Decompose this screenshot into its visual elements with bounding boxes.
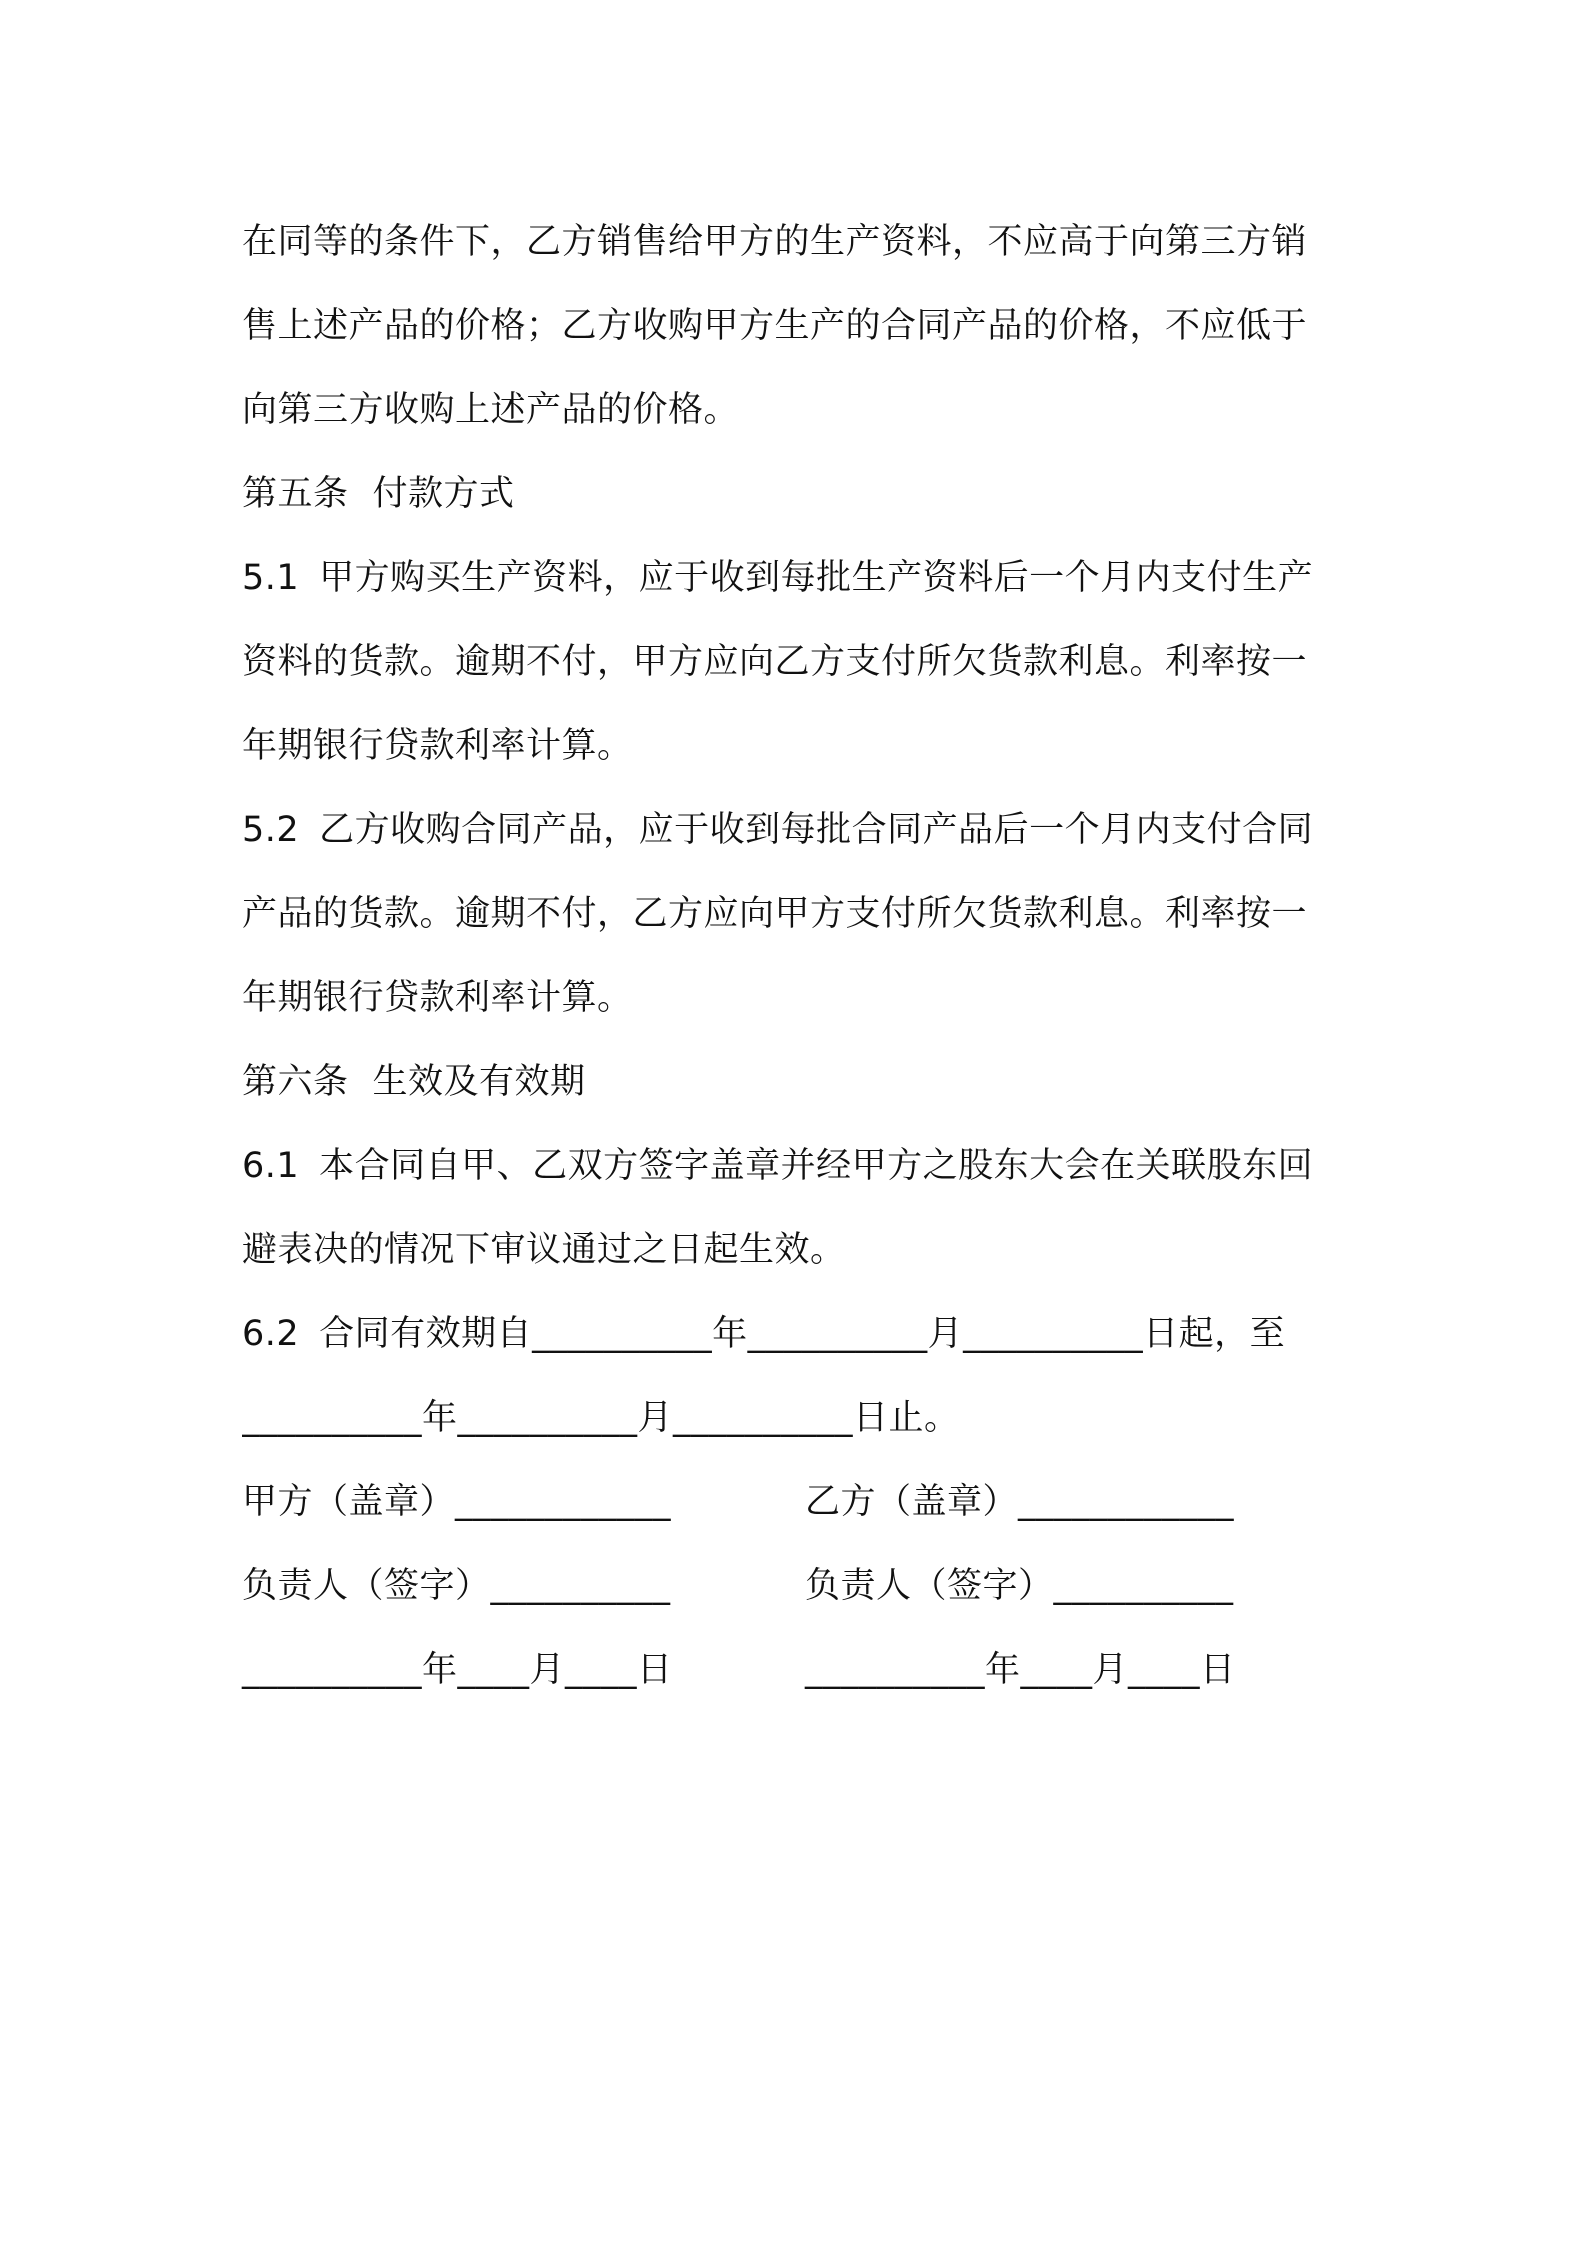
clause-5-2-text-1: 乙方收购合同产品，应于收到每批合同产品后一个月内支付合同 [319,810,1314,850]
party-a-seal-field: 甲方（盖章）____________ [242,1482,672,1522]
clause-6-1-number: 6.1 [242,1146,300,1186]
clause-6-2-line-2: __________年__________月__________日止。 [242,1398,960,1438]
clause-5-1-text-1: 甲方购买生产资料，应于收到每批生产资料后一个月内支付生产 [319,558,1314,598]
article-5-heading [242,452,1362,536]
clause-6-1-line-2: 避表决的情况下审议通过之日起生效。 [242,1230,846,1270]
price-clause-line-2: 售上述产品的价格；乙方收购甲方生产的合同产品的价格，不应低于 [242,306,1308,346]
article-6-label: 第六条 [242,1062,349,1102]
article-5-title: 付款方式 [372,474,515,514]
seal-row [242,1460,1362,1544]
clause-6-2-line-1 [242,1292,1362,1376]
clause-6-2-number: 6.2 [242,1314,300,1354]
price-clause-line-3: 向第三方收购上述产品的价格。 [242,390,740,430]
clause-5-2-line-3: 年期银行贷款利率计算。 [242,978,633,1018]
party-a-signer-field: 负责人（签字）__________ [242,1566,671,1606]
article-5-label: 第五条 [242,474,349,514]
price-clause-line-1: 在同等的条件下，乙方销售给甲方的生产资料，不应高于向第三方销 [242,222,1308,262]
party-b-signer-field: 负责人（签字）__________ [805,1566,1234,1606]
article-6-title: 生效及有效期 [372,1062,586,1102]
clause-5-2-number: 5.2 [242,810,300,850]
clause-5-1-line-3: 年期银行贷款利率计算。 [242,726,633,766]
clause-5-1-line-2: 资料的货款。逾期不付，甲方应向乙方支付所欠货款利息。利率按一 [242,642,1308,682]
article-6-heading [242,1040,1362,1124]
signer-row [242,1544,1362,1628]
party-b-date-field: __________年____月____日 [805,1650,1236,1690]
date-row [242,1628,1362,1712]
clause-5-2-line-1 [242,788,1362,872]
clause-6-2-text-1: 合同有效期自__________年__________月__________日起，至 [319,1314,1286,1354]
clause-6-1-line-1 [242,1124,1362,1208]
party-b-seal-field: 乙方（盖章）____________ [805,1482,1235,1522]
clause-5-1-line-1 [242,536,1362,620]
party-a-date-field: __________年____月____日 [242,1650,673,1690]
clause-5-1-number: 5.1 [242,558,300,598]
contract-body [242,200,1362,1712]
clause-6-1-text-1: 本合同自甲、乙双方签字盖章并经甲方之股东大会在关联股东回 [319,1146,1314,1186]
clause-5-2-line-2: 产品的货款。逾期不付，乙方应向甲方支付所欠货款利息。利率按一 [242,894,1308,934]
